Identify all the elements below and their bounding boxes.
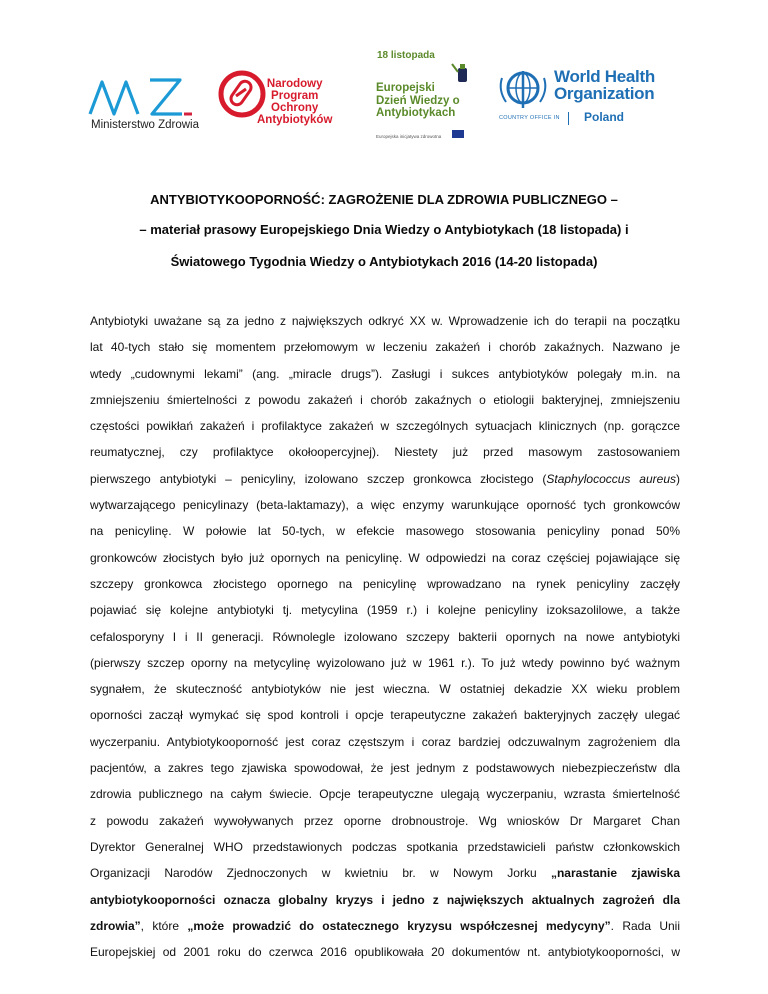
ministry-of-health-logo bbox=[88, 70, 213, 132]
body-line bbox=[90, 860, 680, 886]
body-line: pojawiać się kolejne antybiotyki tj. metycylina (1959 r.) i kolejne penicyliny izoksazolilowe, a także bbox=[90, 603, 680, 618]
species-name: Staphylococcus aureus bbox=[546, 471, 676, 486]
body-line: gronkowców złocistych było już opornych na penicylinę. W odpowiedzi na coraz częściej pojawiające się bbox=[90, 550, 680, 565]
body-line: pacjentów, a zakres tego zjawiska spowodował, że jest jednym z podstawowych niebezpieczeństw dla bbox=[90, 761, 680, 776]
who-name bbox=[554, 68, 655, 102]
body-line bbox=[90, 913, 680, 939]
body-line: zmniejszeniu śmiertelności z powodu zakażeń i chorób zakaźnych o etiologii bakteryjnej, zmniejszeniu bbox=[90, 392, 680, 407]
body-line: częstości powikłań zakażeń i profilaktyce zakażeń w szczególnych sytuacjach klinicznych (np. gorączce bbox=[90, 419, 680, 434]
npoa-logo bbox=[218, 64, 353, 144]
npoa-line-4: Antybiotyków bbox=[257, 114, 333, 126]
quote-bold: „narastanie zjawiska bbox=[550, 866, 681, 881]
document-subtitle-1: – materiał prasowy Europejskiego Dnia Wiedzy o Antybiotykach (18 listopada) i bbox=[139, 222, 629, 237]
eu-flag-icon bbox=[452, 130, 464, 138]
body-line: wyczerpaniu. Antybiotykooporność jest coraz częstszym i coraz bardziej odczuwalnym zagrożeniem dla bbox=[90, 734, 680, 749]
body-line: z powodu zakażeń wywoływanych przez oporne drobnoustroje. Wg wniosków Dr Margaret Chan bbox=[90, 813, 680, 828]
body-text: . Rada Unii bbox=[610, 918, 680, 933]
body-paragraph bbox=[90, 308, 680, 965]
npoa-line-1: Narodowy bbox=[266, 78, 323, 90]
eaad-title-line-3: Antybiotykach bbox=[376, 107, 456, 119]
ministry-name: Ministerstwo Zdrowia bbox=[91, 119, 199, 131]
npoa-line-3: Ochrony bbox=[271, 102, 319, 114]
body-line: Dyrektor Generalnej WHO przedstawionych podczas spotkania przedstawicieli państw członkowskich bbox=[90, 839, 680, 854]
body-line: reumatycznej, czy profilaktyce okołoopercyjnej). Niestety już przed masowym zastosowaniem bbox=[90, 445, 680, 460]
body-line: Europejskiej od 2001 roku do czerwca 2016 opublikowała 20 dokumentów nt. antybiotykooporności, w bbox=[90, 945, 680, 960]
who-name-line-1: World Health bbox=[554, 67, 655, 86]
logo-bar bbox=[0, 40, 768, 140]
body-text: pierwszego antybiotyki – penicyliny, izolowano szczep gronkowca złocistego ( bbox=[90, 471, 547, 486]
who-logo bbox=[496, 68, 676, 138]
quote-bold: zdrowia” bbox=[90, 918, 141, 933]
body-line: lat 40-tych stało się momentem przełomowym w leczeniu zakażeń i chorób zakaźnych. Nazwano je bbox=[90, 340, 680, 355]
who-name-line-2: Organization bbox=[554, 84, 655, 103]
body-line: (pierwszy szczep oporny na metycylinę wyizolowano już w 1961 r.). To już wtedy powinno być ważnym bbox=[90, 655, 680, 670]
body-line: na penicylinę. W połowie lat 50-tych, w efekcie masowego stosowania penicyliny ponad 50% bbox=[90, 524, 680, 539]
document-subtitle-2: Światowego Tygodnia Wiedzy o Antybiotykach 2016 (14-20 listopada) bbox=[170, 254, 598, 269]
who-divider bbox=[568, 112, 569, 125]
body-line bbox=[90, 466, 680, 492]
eaad-title-line-2: Dzień Wiedzy o bbox=[376, 94, 460, 107]
ministry-mz-mark-icon bbox=[88, 70, 213, 118]
body-line: oporności zaczął wymykać się spod kontroli i opcje terapeutyczne zakażeń bakteryjnych zaczęły ulegać bbox=[90, 708, 680, 723]
eaad-title bbox=[376, 82, 460, 120]
who-emblem-icon bbox=[496, 68, 550, 112]
who-poland: Poland bbox=[584, 110, 625, 124]
body-line: sygnałem, że skuteczność antybiotyków nie jest wieczna. W ostatniej dekadzie XX wieku problem bbox=[90, 682, 680, 697]
body-text: ) bbox=[676, 471, 680, 486]
who-country-band bbox=[496, 112, 648, 125]
body-text: Organizacji Narodów Zjednoczonych w kwietniu br. w Nowym Jorku bbox=[90, 866, 551, 881]
eaad-date: 18 listopada bbox=[377, 50, 435, 61]
quote-bold: „może prowadzić do ostatecznego kryzysu współczesnej medycyny” bbox=[187, 918, 611, 933]
body-line-bold: antybiotykooporności oznacza globalny kryzys i jedno z największych aktualnych zagrożeń dla bbox=[90, 892, 680, 907]
body-line: szczepy gronkowca złocistego opornego na penicylinę wprowadzano na rynek penicyliny zaczęły bbox=[90, 576, 680, 591]
document-title: ANTYBIOTYKOOPORNOŚĆ: ZAGROŻENIE DLA ZDROWIA PUBLICZNEGO – bbox=[150, 192, 618, 207]
npoa-name bbox=[257, 78, 332, 126]
body-line: wytwarzającego penicylinazy (beta-laktamazy), a więc enzymy warunkujące oporność tych gronkowców bbox=[90, 498, 680, 513]
eaad-logo bbox=[376, 50, 494, 142]
body-line: wtedy „cudownymi lekami” (ang. „miracle drugs”). Zasługi i sukces antybiotyków polegały m.in. na bbox=[90, 366, 680, 381]
body-text: , które bbox=[140, 918, 188, 933]
bottle-icon bbox=[448, 62, 478, 84]
eaad-footnote: Europejska inicjatywa zdrowotna bbox=[376, 134, 442, 139]
body-line: Antybiotyki uważane są za jedno z największych odkryć XX w. Wprowadzenie ich do terapii na początku bbox=[90, 314, 680, 328]
npoa-line-2: Program bbox=[271, 90, 319, 102]
body-line: zdrowia publicznego na całym świecie. Opcje terapeutyczne ulegają wyczerpaniu, wzrasta śmiertelność bbox=[90, 787, 680, 802]
eaad-title-line-1: Europejski bbox=[376, 82, 435, 94]
who-country-office: COUNTRY OFFICE IN bbox=[499, 115, 560, 121]
body-line: cefalosporyny I i II generacji. Równolegle izolowano szczepy bakterii opornych na nowe antybiotyki bbox=[90, 629, 680, 644]
